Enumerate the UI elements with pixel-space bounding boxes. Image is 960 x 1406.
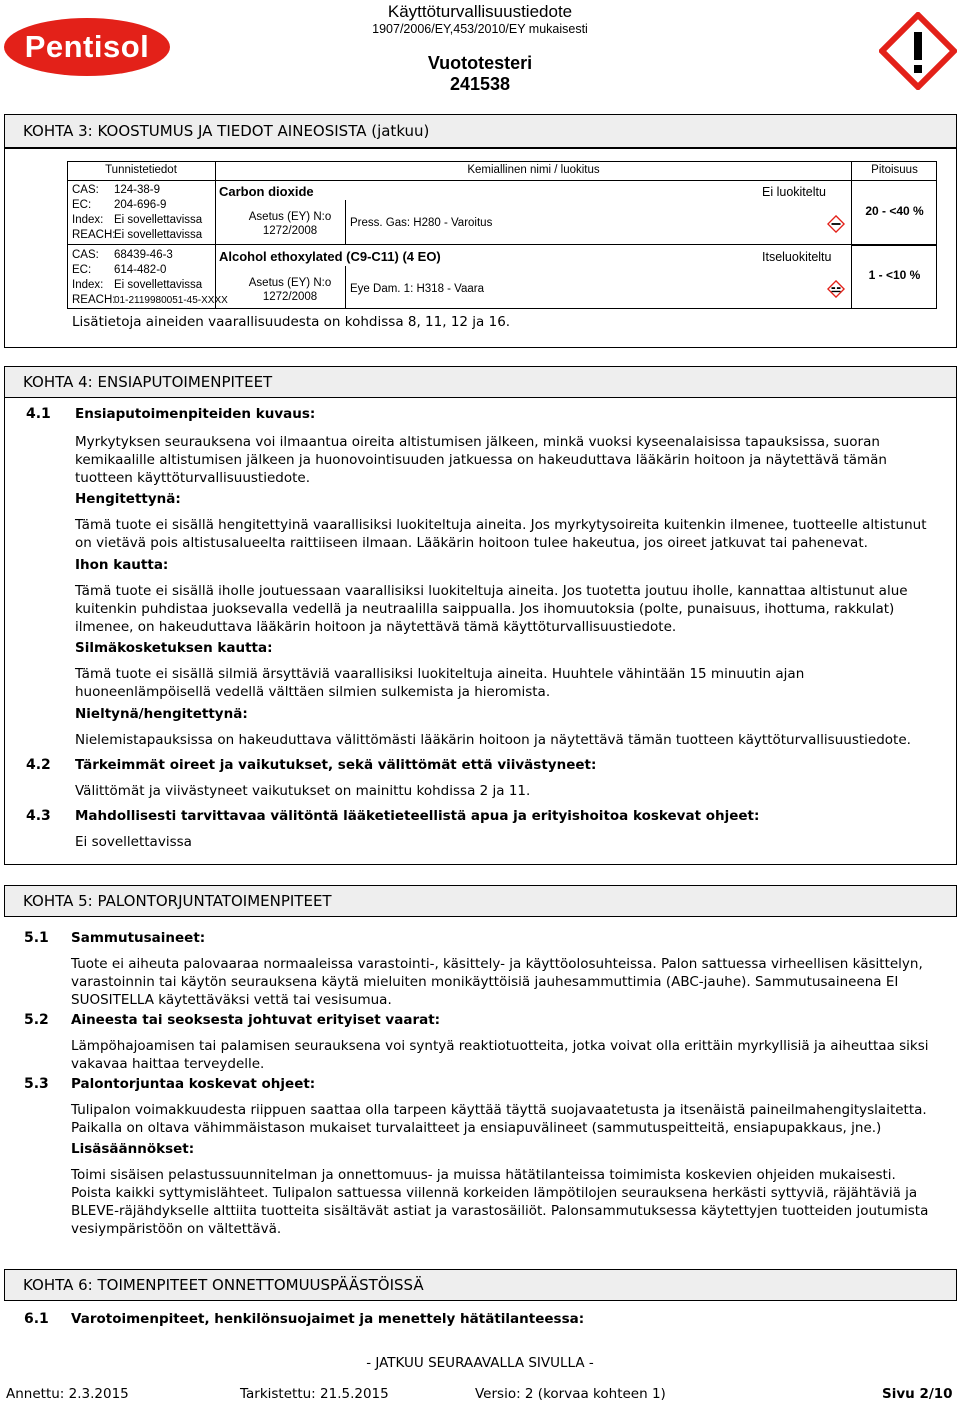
subsection-number: 5.2 bbox=[24, 1012, 49, 1028]
revised-date: Tarkistettu: 21.5.2015 bbox=[240, 1386, 389, 1402]
substance-name: Carbon dioxide bbox=[219, 184, 314, 199]
classification-status: Ei luokiteltu bbox=[762, 185, 826, 199]
subsection-title: Mahdollisesti tarvittavaa välitöntä lääketieteellistä apua ja erityishoitoa koskevat ohjeet: bbox=[75, 808, 760, 824]
paragraph: Myrkytyksen seurauksena voi ilmaantua oireita altistumisen jälkeen, minkä vuoksi kyseenalaisissa tapauksissa, suoran kemikaalille altistumisen jälkeen ja huonovointisuuden jatkuessa on hakeuduttava lääkärin hoitoon ja näytettävä tämän tuotteen käyttöturvallisuustiedote. bbox=[75, 434, 887, 486]
regulation-line: 1907/2006/EY,453/2010/EY mukaisesti bbox=[372, 22, 588, 36]
subsection-number: 5.3 bbox=[24, 1076, 49, 1092]
page-number: Sivu 2/10 bbox=[882, 1386, 953, 1402]
subsection-title: Tärkeimmät oireet ja vaikutukset, sekä välittömät että viivästyneet: bbox=[75, 757, 597, 773]
index-label: Index: bbox=[72, 279, 104, 291]
reach-label: REACH: bbox=[72, 294, 116, 306]
subsection-title: Sammutusaineet: bbox=[71, 930, 206, 946]
version-info: Versio: 2 (korvaa kohteen 1) bbox=[475, 1386, 666, 1402]
paragraph: Toimi sisäisen pelastussuunnitelman ja onnettomuus- ja muissa hätätilanteissa toimimista koskevien ohjeiden mukaisesti. Poista kaikki syttymislähteet. Tulipalon sattuessa viilennä korkeiden lämpötilojen seurauksena herkästi syttyviä, räjähtäviä ja BLEVE-räjähdykselle alttiita tuotteita sisältävät astiat ja varastosäiliöt. Palonsammutuksessa käytettyjen tuotteiden joutumista vesiympäristöön on vältettävä. bbox=[71, 1167, 929, 1237]
section5-header: KOHTA 5: PALONTORJUNTATOIMENPITEET bbox=[4, 885, 957, 917]
subsection-number: 4.1 bbox=[26, 406, 51, 422]
pentisol-logo bbox=[4, 18, 170, 76]
regulation-cell: Asetus (EY) N:o 1272/2008 bbox=[248, 211, 332, 237]
subsection-title: Varotoimenpiteet, henkilönsuojaimet ja menettely hätätilanteessa: bbox=[71, 1311, 585, 1327]
col-identifiers: Tunnistetiedot bbox=[105, 164, 177, 176]
subheading: Hengitettynä: bbox=[75, 491, 181, 507]
subsection-number: 4.2 bbox=[26, 757, 51, 773]
paragraph: Lämpöhajoamisen tai palamisen seurauksena voi syntyä reaktiotuotteita, jotka voivat olla erittäin myrkyllisiä ja aiheuttaa siksi vakavaa haittaa terveydelle. bbox=[71, 1038, 929, 1072]
section6-header: KOHTA 6: TOIMENPITEET ONNETTOMUUSPÄÄSTÖISSÄ bbox=[4, 1269, 957, 1301]
subheading: Lisäsäännökset: bbox=[71, 1141, 195, 1157]
paragraph: Tämä tuote ei sisällä iholle joutuessaan vaarallisiksi luokiteltuja aineita. Jos tuotetta joutuu iholle, kannattaa altistunut alue kuitenkin puhdistaa juoksevalla vedellä ja neutraalilla saippualla. Jos ihomuutoksia (polte, punaisuus, ihottuma, rakkulat) ilmenee, on hakeuduttava lääkärin hoitoon ja näytettävä tämä käyttöturvallisuustiedote. bbox=[75, 583, 908, 635]
hazard-statement: Eye Dam. 1: H318 - Vaara bbox=[350, 283, 485, 295]
regulation-cell: Asetus (EY) N:o 1272/2008 bbox=[248, 277, 332, 303]
paragraph: Välittömät ja viivästyneet vaikutukset on mainittu kohdissa 2 ja 11. bbox=[75, 783, 531, 799]
continues-note: - JATKUU SEURAAVALLA SIVULLA - bbox=[366, 1355, 594, 1371]
content-range: 20 - <40 % bbox=[865, 204, 924, 218]
subsection-title: Aineesta tai seoksesta johtuvat erityiset vaarat: bbox=[71, 1012, 441, 1028]
reach-value: 01-2119980051-45-XXXX bbox=[114, 295, 228, 306]
reach-label: REACH: bbox=[72, 229, 116, 241]
section4-header: KOHTA 4: ENSIAPUTOIMENPITEET bbox=[4, 366, 957, 398]
ec-label: EC: bbox=[72, 264, 92, 276]
content-range: 1 - <10 % bbox=[868, 268, 921, 282]
index-value: Ei sovellettavissa bbox=[114, 214, 203, 226]
substance-name: Alcohol ethoxylated (C9-C11) (4 EO) bbox=[219, 249, 441, 264]
classification-status: Itseluokiteltu bbox=[762, 250, 832, 264]
cas-number: 68439-46-3 bbox=[114, 249, 173, 261]
section3-note: Lisätietoja aineiden vaarallisuudesta on kohdissa 8, 11, 12 ja 16. bbox=[72, 314, 511, 330]
reach-value: Ei sovellettavissa bbox=[114, 229, 203, 241]
paragraph: Ei sovellettavissa bbox=[75, 834, 192, 850]
col-content: Pitoisuus bbox=[871, 164, 918, 176]
gas-cylinder-icon bbox=[827, 215, 845, 233]
product-code: 241538 bbox=[449, 74, 511, 94]
subsection-number: 5.1 bbox=[24, 930, 49, 946]
cas-label: CAS: bbox=[72, 249, 99, 261]
subsection-number: 4.3 bbox=[26, 808, 51, 824]
product-name: Vuototesteri bbox=[427, 53, 533, 73]
exclamation-warning-icon bbox=[879, 12, 957, 90]
index-label: Index: bbox=[72, 214, 104, 226]
subheading: Ihon kautta: bbox=[75, 557, 169, 573]
section3-header: KOHTA 3: KOOSTUMUS JA TIEDOT AINEOSISTA (jatkuu) bbox=[4, 114, 957, 148]
paragraph: Nielemistapauksissa on hakeuduttava välittömästi lääkärin hoitoon ja näytettävä tämän tuotteen käyttöturvallisuustiedote. bbox=[75, 732, 911, 748]
paragraph: Tuote ei aiheuta palovaaraa normaaleissa varastointi-, käsittely- ja käyttöolosuhteissa. Palon sattuessa virheellisen käsittelyn, varastoinnin tai käytön seurauksena käytä mieluiten monikäyttöisiä jauhesammuttimia (ABC-jauhe). Sammutusaineena EI SUOSITELLA käytettäväksi vettä tai vesisumua. bbox=[71, 956, 923, 1008]
subsection-title: Ensiaputoimenpiteiden kuvaus: bbox=[75, 406, 316, 422]
paragraph: Tämä tuote ei sisällä hengitettyinä vaarallisiksi luokiteltuja aineita. Jos myrkytysoireita kuitenkin ilmenee, tuotteelle altistunut on vietävä pois altistusalueelta raittiiseen ilmaan. Lääkärin hoitoon tulee hakeutua, jos oireet jatkuvat tai pahenevat. bbox=[75, 517, 927, 551]
ec-number: 204-696-9 bbox=[114, 199, 167, 211]
subheading: Nieltynä/hengitettynä: bbox=[75, 706, 248, 722]
ec-number: 614-482-0 bbox=[114, 264, 167, 276]
hazard-statement: Press. Gas: H280 - Varoitus bbox=[350, 217, 493, 229]
subsection-title: Palontorjuntaa koskevat ohjeet: bbox=[71, 1076, 316, 1092]
col-chemical-name: Kemiallinen nimi / luokitus bbox=[467, 164, 600, 176]
paragraph: Tämä tuote ei sisällä silmiä ärsyttäviä vaarallisiksi luokiteltuja aineita. Huuhtele vähintään 15 minuutin ajan huoneenlämpöisellä vedellä välttäen silmien sulkemista ja hieromista. bbox=[75, 666, 805, 700]
subheading: Silmäkosketuksen kautta: bbox=[75, 640, 273, 656]
cas-number: 124-38-9 bbox=[114, 184, 161, 196]
index-value: Ei sovellettavissa bbox=[114, 279, 203, 291]
document-title: Käyttöturvallisuustiedote bbox=[387, 2, 573, 21]
ec-label: EC: bbox=[72, 199, 92, 211]
subsection-number: 6.1 bbox=[24, 1311, 49, 1327]
issued-date: Annettu: 2.3.2015 bbox=[6, 1386, 129, 1402]
logo-text: Pentisol bbox=[24, 29, 150, 64]
cas-label: CAS: bbox=[72, 184, 99, 196]
corrosion-icon bbox=[827, 280, 845, 298]
paragraph: Tulipalon voimakkuudesta riippuen saattaa olla tarpeen käyttää täyttä suojavaatetusta ja itsenäistä paineilmahengityslaitetta. Paikalla on oltava vähimmäistason mukaiset turvalaitteet ja ensiapuvälineet (sammutuspeitteitä, ensiapupakkaus, jne.) bbox=[71, 1102, 927, 1136]
